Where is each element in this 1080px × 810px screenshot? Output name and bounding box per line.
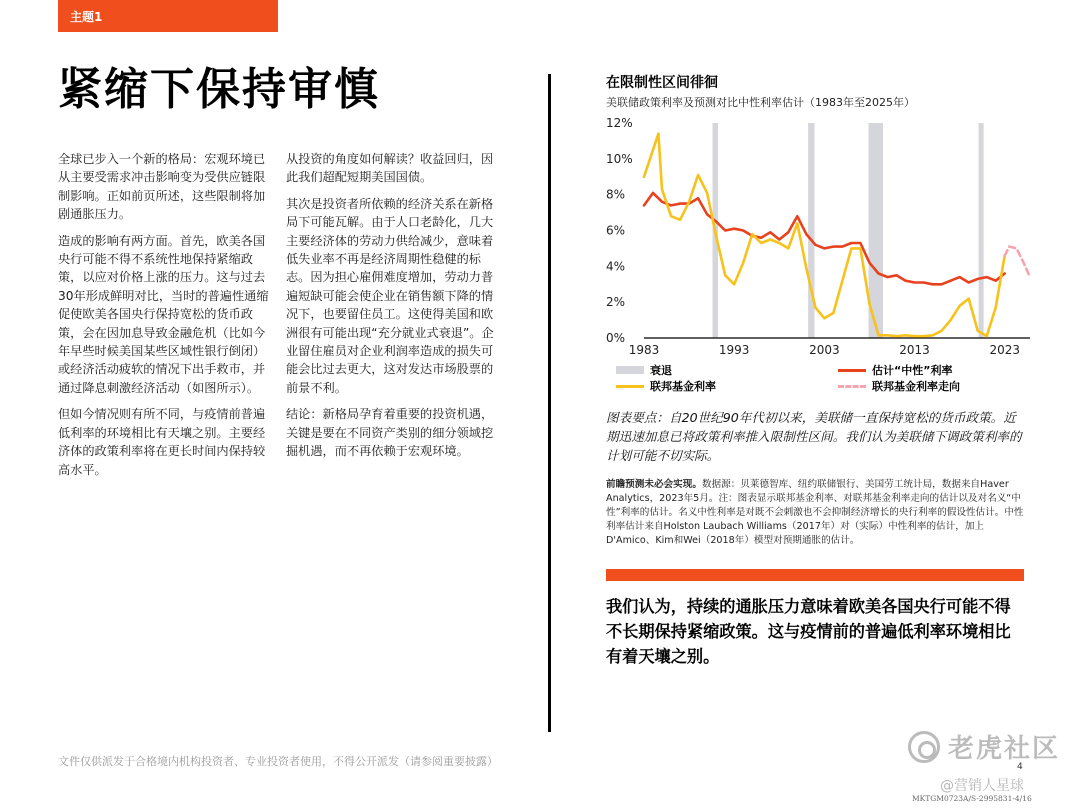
y-tick-label: 8% xyxy=(606,187,626,202)
paragraph: 造成的影响有两方面。首先，欧美各国央行可能不得不系统性地保持紧缩政策，以应对价格上涨的压力。这与过去30年形成鲜明对比，当时的普遍性通缩促使欧美各国央行保持宽松的货币政策，会在因加息导致金融危机（比如今年早些时候美国某些区域性银行倒闭）或经济活动疲软的情况下出手救市，并通过降息刺激经济活动（如图所示）。 xyxy=(58,233,269,395)
series-line xyxy=(644,193,1005,284)
paragraph: 全球已步入一个新的格局：宏观环境已从主要受需求冲击影响变为受供应链限制影响。正如前页所述，这些限制将加剧通胀压力。 xyxy=(58,152,266,222)
legend-item-neutral xyxy=(838,362,952,378)
page-title: 紧缩下保持审慎 xyxy=(58,64,380,115)
legend-label: 联邦基金利率 xyxy=(650,380,716,393)
paragraph: 结论：新格局孕育着重要的投资机遇，关键是要在不同资产类别的细分领域挖掘机遇，而不再依赖于宏观环境。 xyxy=(286,407,494,459)
watermark xyxy=(908,728,1060,765)
watermark-text: 老虎社区 xyxy=(948,734,1061,764)
recession-band xyxy=(979,123,984,338)
y-tick-label: 2% xyxy=(606,295,626,310)
recession-band xyxy=(808,123,814,338)
x-tick-label: 1983 xyxy=(628,343,660,357)
chart-takeaway: 图表要点：自20世纪90年代初以来，美联储一直保持宽松的货币政策。近期迅速加息已将政策利率推入限制性区间。我们认为美联储下调政策利率的计划可能不切实际。 xyxy=(606,410,1022,463)
body-column-2 xyxy=(286,150,504,469)
series-line xyxy=(644,134,1005,337)
page-number: 4 xyxy=(1017,762,1023,772)
y-tick-label: 12% xyxy=(606,116,633,130)
sources-text: 数据源：贝莱德智库、纽约联储银行、美国劳工统计局，数据来自Haver Analytics，2023年5月。注：图表显示联邦基金利率、对联邦基金利率走向的估计以及对名义“中性”利率的估计。名义中性利率是对既不会刺激也不会抑制经济增长的央行利率的假设性估计。中性利率估计来自Holston Laubach Williams（2017年）对（实际）中性利率的估计，加上D'Amico、Kim和Wei（2018年）模型对预期通胀的估计。 xyxy=(606,479,1024,546)
topic-tab xyxy=(58,0,278,32)
legend-label: 估计“中性”利率 xyxy=(872,364,953,377)
neutral-rate-swatch xyxy=(838,369,866,372)
rate-path-swatch xyxy=(838,385,866,388)
legend-item-fed-funds xyxy=(616,378,716,394)
topic-label: 主题1 xyxy=(70,10,103,24)
rate-chart xyxy=(600,110,1040,400)
fed-funds-swatch xyxy=(616,385,644,388)
series-line xyxy=(1005,247,1030,278)
x-tick-label: 2003 xyxy=(809,343,840,357)
x-tick-label: 1993 xyxy=(718,343,750,357)
paragraph: 从投资的角度如何解读？收益回归，因此我们超配短期美国国债。 xyxy=(286,152,494,185)
chart-sources xyxy=(606,478,1024,548)
chart-legend xyxy=(616,362,1026,396)
paragraph: 其次是投资者所依赖的经济关系在新格局下可能瓦解。由于人口老龄化，几大主要经济体的劳动力供给减少，意味着低失业率不再是经济周期性稳健的标志。因为担心雇佣难度增加，劳动力普遍短缺可能会使企业在销售额下降的情况下，也要留住员工。这使得美国和欧洲很有可能出现“充分就业式衰退”。企业留住雇员对企业利润率造成的损失可能会比过去更大，这对发达市场股票的前景不利。 xyxy=(286,196,494,395)
footer-disclaimer: 文件仅供派发于合格境内机构投资者、专业投资者使用，不得公开派发（请参阅重要披露） xyxy=(58,755,498,768)
x-tick-label: 2023 xyxy=(989,343,1021,357)
document-code: MKTGM0723A/S-2995831-4/16 xyxy=(912,794,1032,803)
chart-title: 在限制性区间徘徊 xyxy=(606,75,718,91)
sources-disclaimer: 前瞻预测未必会实现。 xyxy=(606,479,702,490)
chart-subtitle: 美联储政策利率及预测对比中性利率估计（1983年至2025年） xyxy=(606,96,915,109)
x-tick-label: 2013 xyxy=(899,343,930,357)
y-tick-label: 10% xyxy=(606,151,633,166)
body-column-1 xyxy=(58,150,276,487)
watermark-logo-icon xyxy=(908,731,940,763)
legend-label: 联邦基金利率走向 xyxy=(872,380,960,393)
y-tick-label: 0% xyxy=(606,331,626,345)
recession-swatch xyxy=(616,366,644,374)
column-divider xyxy=(548,74,551,732)
y-tick-label: 6% xyxy=(606,223,626,238)
legend-label: 衰退 xyxy=(650,364,672,377)
legend-item-path xyxy=(838,378,960,394)
pull-quote: 我们认为，持续的通胀压力意味着欧美各国央行可能不得不长期保持紧缩政策。这与疫情前的普遍低利率环境相比有着天壤之别。 xyxy=(606,597,1011,666)
paragraph: 但如今情况则有所不同，与疫情前普遍低利率的环境相比有天壤之别。主要经济体的政策利率将在更长时间内保持较高水平。 xyxy=(58,407,266,477)
accent-bar xyxy=(606,569,1024,581)
y-tick-label: 4% xyxy=(606,259,626,274)
watermark-handle: @营销人星球 xyxy=(940,778,1024,794)
legend-item-recession xyxy=(616,362,672,378)
